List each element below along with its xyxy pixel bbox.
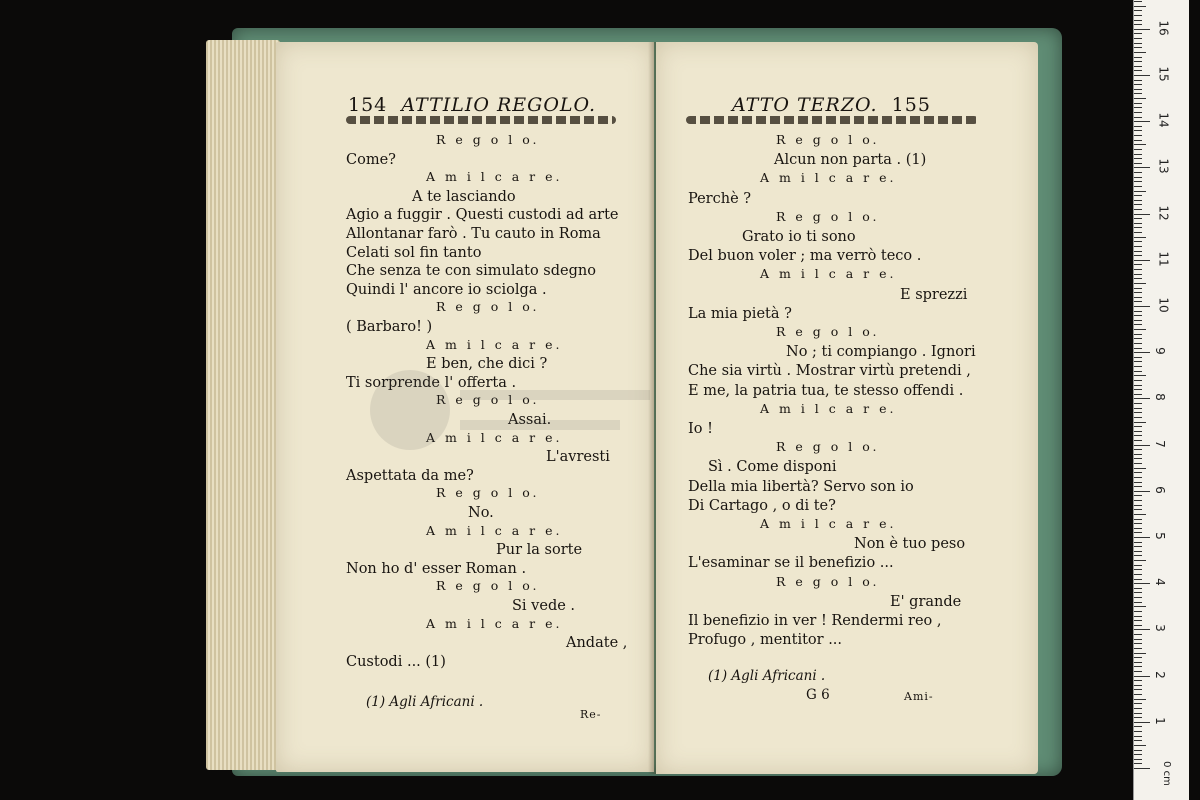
ruler-tick (1134, 699, 1146, 700)
ruler-tick (1134, 320, 1142, 321)
ruler-tick (1134, 486, 1142, 487)
ruler-tick (1134, 583, 1150, 584)
ruler-tick (1134, 491, 1150, 492)
ruler-tick (1134, 292, 1142, 293)
ruler-tick (1134, 352, 1150, 353)
ruler-tick (1134, 20, 1142, 21)
ruler-tick (1134, 135, 1142, 136)
ruler-tick (1134, 662, 1142, 663)
ruler-number: 11 (1156, 251, 1171, 267)
ruler-tick (1134, 685, 1142, 686)
ruler-tick (1134, 694, 1142, 695)
ruler-tick (1134, 500, 1142, 501)
ruler-tick (1134, 680, 1142, 681)
ruler-tick (1134, 126, 1142, 127)
verse-line: Aspettata da me? (346, 467, 474, 484)
verse-line: Che senza te con simulato sdegno (346, 263, 596, 280)
ruler-tick (1134, 403, 1142, 404)
ruler-tick (1134, 408, 1142, 409)
ruler-tick (1134, 117, 1142, 118)
ruler-tick (1134, 532, 1142, 533)
ruler-tick (1134, 269, 1142, 270)
ruler-tick (1134, 89, 1142, 90)
verse-line: Quindi l' ancore io sciolga . (346, 281, 547, 298)
ruler-number: 3 (1152, 624, 1167, 633)
ruler-tick (1134, 422, 1146, 423)
ruler-tick (1134, 177, 1142, 178)
ruler-tick (1134, 555, 1142, 556)
ruler-tick (1134, 509, 1142, 510)
ruler-tick (1134, 130, 1142, 131)
ruler-tick (1134, 579, 1142, 580)
ruler-tick (1134, 565, 1142, 566)
ruler-tick (1134, 371, 1142, 372)
ruler-tick (1134, 306, 1150, 307)
left-page-number: 154 (348, 94, 388, 116)
ruler-number: 8 (1152, 393, 1167, 402)
speaker-name: R e g o l o. (436, 392, 540, 408)
ruler-tick (1134, 204, 1142, 205)
ruler-tick (1134, 361, 1142, 362)
speaker-name: A m i l c a r e. (760, 266, 897, 282)
speaker-name: R e g o l o. (436, 578, 540, 594)
header-ornament (686, 116, 978, 124)
speaker-name: R e g o l o. (436, 299, 540, 315)
ruler-tick (1134, 736, 1142, 737)
ruler-tick (1134, 6, 1146, 7)
ruler-tick (1134, 232, 1142, 233)
speaker-name: A m i l c a r e. (760, 170, 897, 186)
ruler-tick (1134, 602, 1142, 603)
speaker-name: A m i l c a r e. (426, 336, 563, 352)
ruler-tick (1134, 98, 1146, 99)
ruler-tick (1134, 726, 1142, 727)
ruler-tick (1134, 629, 1150, 630)
ruler-tick (1134, 375, 1146, 376)
ruler-tick (1134, 195, 1142, 196)
ruler-tick (1134, 186, 1142, 187)
ruler-number: 13 (1156, 158, 1171, 175)
right-page (656, 42, 1038, 774)
ruler-tick (1134, 592, 1142, 593)
ruler-tick (1134, 759, 1142, 760)
speaker-name: R e g o l o. (436, 485, 540, 501)
ruler-tick (1134, 75, 1150, 76)
ruler-tick (1134, 191, 1146, 192)
speaker-name: R e g o l o. (776, 324, 880, 339)
ruler-tick (1134, 260, 1150, 261)
ruler-tick (1134, 574, 1142, 575)
speaker-name: A m i l c a r e. (760, 516, 897, 531)
ruler-number: 14 (1156, 112, 1171, 128)
ruler-tick (1134, 768, 1150, 769)
verse-line: E' grande (890, 593, 962, 610)
ruler-tick (1134, 380, 1142, 381)
measurement-ruler (1133, 0, 1189, 800)
ruler-tick (1134, 324, 1142, 325)
ruler-tick (1134, 218, 1142, 219)
ruler-tick (1134, 149, 1142, 150)
verse-line: E me, la patria tua, te stesso offendi . (688, 382, 964, 399)
ruler-number: 4 (1152, 578, 1167, 587)
ruler-tick (1134, 671, 1142, 672)
ruler-tick (1134, 542, 1142, 543)
ruler-tick (1134, 676, 1150, 677)
ruler-tick (1134, 653, 1146, 654)
right-catchword: Ami- (904, 690, 934, 703)
ruler-tick (1134, 472, 1142, 473)
ruler-tick (1134, 597, 1142, 598)
verse-line: Della mia libertà? Servo son io (688, 478, 914, 495)
ruler-tick (1134, 588, 1142, 589)
ruler-number: 1 (1152, 716, 1167, 725)
verse-line: A te lasciando (412, 188, 516, 205)
ruler-tick (1134, 140, 1142, 141)
verse-line: Agio a fuggir . Questi custodi ad arte (346, 207, 619, 224)
ruler-number: 7 (1152, 439, 1167, 448)
ruler-tick (1134, 611, 1142, 612)
ruler-tick (1134, 223, 1142, 224)
ruler-tick (1134, 560, 1146, 561)
ruler-tick (1134, 154, 1142, 155)
speaker-name: A m i l c a r e. (426, 429, 563, 445)
ruler-tick (1134, 689, 1142, 690)
speaker-name: A m i l c a r e. (426, 169, 563, 185)
ruler-number: 5 (1152, 532, 1167, 540)
ruler-tick (1134, 389, 1142, 390)
right-running-title: ATTO TERZO. (732, 94, 878, 116)
ruler-tick (1134, 505, 1142, 506)
ruler-tick (1134, 514, 1146, 515)
ruler-tick (1134, 103, 1142, 104)
left-catchword: Re- (580, 708, 602, 721)
verse-line: Custodi ... (1) (346, 653, 446, 670)
ruler-tick (1134, 717, 1142, 718)
ruler-tick (1134, 606, 1146, 607)
ruler-tick (1134, 241, 1142, 242)
verse-line: Allontanar farò . Tu cauto in Roma (346, 226, 601, 242)
ruler-tick (1134, 519, 1142, 520)
verse-line: Assai. (508, 412, 552, 428)
ruler-tick (1134, 24, 1142, 25)
verse-line: ( Barbaro! ) (346, 319, 433, 335)
ruler-tick (1134, 569, 1142, 570)
ruler-tick (1134, 666, 1142, 667)
ruler-tick (1134, 158, 1142, 159)
ruler-number: 10 (1156, 297, 1171, 313)
verse-line: Pur la sorte (496, 542, 583, 559)
ruler-tick (1134, 657, 1142, 658)
ruler-tick (1134, 537, 1150, 538)
verse-line: Come? (346, 151, 396, 168)
page-edges (206, 40, 280, 770)
verse-line: L'avresti (546, 449, 610, 466)
ruler-tick (1134, 214, 1150, 215)
verse-line: Profugo , mentitor ... (688, 632, 843, 649)
ruler-tick (1134, 329, 1146, 330)
ruler-tick (1134, 449, 1142, 450)
verse-line: No. (468, 505, 494, 521)
ruler-tick (1134, 264, 1142, 265)
speaker-name: R e g o l o. (776, 439, 880, 455)
ruler-tick (1134, 458, 1142, 459)
ruler-tick (1134, 288, 1142, 289)
ruler-tick (1134, 70, 1142, 71)
ruler-tick (1134, 546, 1142, 547)
ruler-tick (1134, 93, 1142, 94)
verse-line: Perchè ? (688, 190, 752, 207)
ruler-tick (1134, 431, 1142, 432)
left-page (276, 42, 654, 772)
left-page-header (348, 94, 596, 116)
verse-line: Andate , (566, 635, 628, 652)
ruler-tick (1134, 722, 1150, 723)
ruler-tick (1134, 477, 1142, 478)
ruler-tick (1134, 634, 1142, 635)
ruler-tick (1134, 43, 1142, 44)
right-footnote: (1) Agli Africani . (708, 668, 826, 684)
ruler-number: 2 (1152, 670, 1167, 679)
ruler-tick (1134, 283, 1146, 284)
header-ornament (346, 116, 616, 124)
ruler-tick (1134, 648, 1142, 649)
ruler-tick (1134, 616, 1142, 617)
ruler-tick (1134, 445, 1150, 446)
ruler-tick (1134, 454, 1142, 455)
ruler-tick (1134, 394, 1142, 395)
ruler-number: 9 (1152, 347, 1167, 356)
verse-line: Il benefizio in ver ! Rendermi reo , (688, 613, 942, 629)
ruler-tick (1134, 297, 1142, 298)
left-running-title: ATTILIO REGOLO. (401, 94, 597, 116)
speaker-name: A m i l c a r e. (426, 615, 563, 631)
ruler-tick (1134, 398, 1150, 399)
verse-line: Ti sorprende l' offerta . (346, 374, 517, 391)
verse-line: Che sia virtù . Mostrar virtù pretendi , (688, 363, 971, 380)
ruler-tick (1134, 209, 1142, 210)
ruler-tick (1134, 200, 1142, 201)
ruler-tick (1134, 523, 1142, 524)
ruler-unit-label: 0 cm (1160, 761, 1172, 786)
ruler-tick (1134, 80, 1142, 81)
ruler-tick (1134, 713, 1142, 714)
ruler-tick (1134, 144, 1146, 145)
left-footnote: (1) Agli Africani . (366, 694, 484, 710)
ruler-tick (1134, 172, 1142, 173)
ruler-tick (1134, 251, 1142, 252)
ruler-number: 15 (1156, 66, 1171, 82)
ruler-tick (1134, 740, 1142, 741)
ruler-tick (1134, 754, 1142, 755)
ruler-tick (1134, 463, 1142, 464)
ruler-tick (1134, 357, 1142, 358)
ruler-tick (1134, 301, 1142, 302)
ruler-tick (1134, 33, 1142, 34)
ruler-tick (1134, 278, 1142, 279)
speaker-name: R e g o l o. (776, 573, 880, 589)
ruler-tick (1134, 495, 1142, 496)
ruler-tick (1134, 417, 1142, 418)
ruler-tick (1134, 15, 1142, 16)
ruler-tick (1134, 61, 1142, 62)
right-page-header (732, 94, 931, 116)
verse-line: Io ! (688, 421, 713, 437)
ruler-tick (1134, 750, 1142, 751)
verse-line: Grato io ti sono (742, 229, 856, 245)
ruler-tick (1134, 57, 1142, 58)
ruler-tick (1134, 643, 1142, 644)
ruler-tick (1134, 412, 1142, 413)
ruler-tick (1134, 227, 1142, 228)
ruler-tick (1134, 237, 1146, 238)
right-page-number: 155 (891, 94, 931, 116)
verse-line: La mia pietà ? (688, 305, 792, 322)
ruler-tick (1134, 625, 1142, 626)
ruler-tick (1134, 435, 1142, 436)
verse-line: Di Cartago , o di te? (688, 497, 836, 514)
ruler-tick (1134, 274, 1142, 275)
ruler-tick (1134, 703, 1142, 704)
ruler-tick (1134, 181, 1142, 182)
ruler-number: 12 (1156, 204, 1171, 221)
verse-line: Non è tuo peso (854, 536, 966, 553)
ruler-tick (1134, 620, 1142, 621)
speaker-name: R e g o l o. (776, 132, 880, 147)
ruler-tick (1134, 246, 1142, 247)
ruler-tick (1134, 338, 1142, 339)
verse-line: No ; ti compiango . Ignori (786, 344, 976, 361)
ruler-tick (1134, 745, 1146, 746)
speaker-name: A m i l c a r e. (760, 400, 897, 416)
verse-line: Sì . Come disponi (708, 459, 837, 476)
ruler-tick (1134, 167, 1150, 168)
speaker-name: A m i l c a r e. (426, 522, 563, 538)
ruler-tick (1134, 29, 1150, 30)
verse-line: L'esaminar se il benefizio ... (688, 555, 894, 572)
ruler-tick (1134, 551, 1142, 552)
verse-line: Celati sol fin tanto (346, 244, 482, 261)
speaker-name: R e g o l o. (776, 208, 880, 224)
ruler-tick (1134, 482, 1142, 483)
ruler-tick (1134, 38, 1142, 39)
verse-line: E ben, che dici ? (426, 356, 548, 373)
ruler-tick (1134, 426, 1142, 427)
ruler-tick (1134, 163, 1142, 164)
ruler-tick (1134, 385, 1142, 386)
ruler-tick (1134, 528, 1142, 529)
ruler-tick (1134, 10, 1142, 11)
ruler-number: 6 (1152, 485, 1167, 494)
ruler-tick (1134, 315, 1142, 316)
ruler-tick (1134, 112, 1142, 113)
ruler-number: 16 (1156, 20, 1171, 36)
ruler-tick (1134, 440, 1142, 441)
ruler-tick (1134, 348, 1142, 349)
ruler-tick (1134, 366, 1142, 367)
ruler-tick (1134, 468, 1146, 469)
ruler-tick (1134, 343, 1142, 344)
ruler-tick (1134, 639, 1142, 640)
ruler-tick (1134, 121, 1150, 122)
ruler-tick (1134, 47, 1142, 48)
verse-line: Del buon voler ; ma verrò teco . (688, 248, 922, 265)
ruler-tick (1134, 1, 1142, 2)
signature-mark: G 6 (806, 687, 830, 703)
ruler-tick (1134, 311, 1142, 312)
ruler-tick (1134, 731, 1142, 732)
ruler-tick (1134, 52, 1146, 53)
ruler-tick (1134, 66, 1142, 67)
verse-line: Non ho d' esser Roman . (346, 560, 527, 577)
ruler-tick (1134, 107, 1142, 108)
ruler-tick (1134, 708, 1142, 709)
verse-line: Alcun non parta . (1) (774, 152, 927, 169)
ruler-tick (1134, 763, 1142, 764)
verse-line: Si vede . (512, 598, 576, 614)
ruler-tick (1134, 255, 1142, 256)
verse-line: E sprezzi (900, 286, 968, 303)
speaker-name: R e g o l o. (436, 132, 540, 147)
ruler-tick (1134, 84, 1142, 85)
ruler-tick (1134, 334, 1142, 335)
